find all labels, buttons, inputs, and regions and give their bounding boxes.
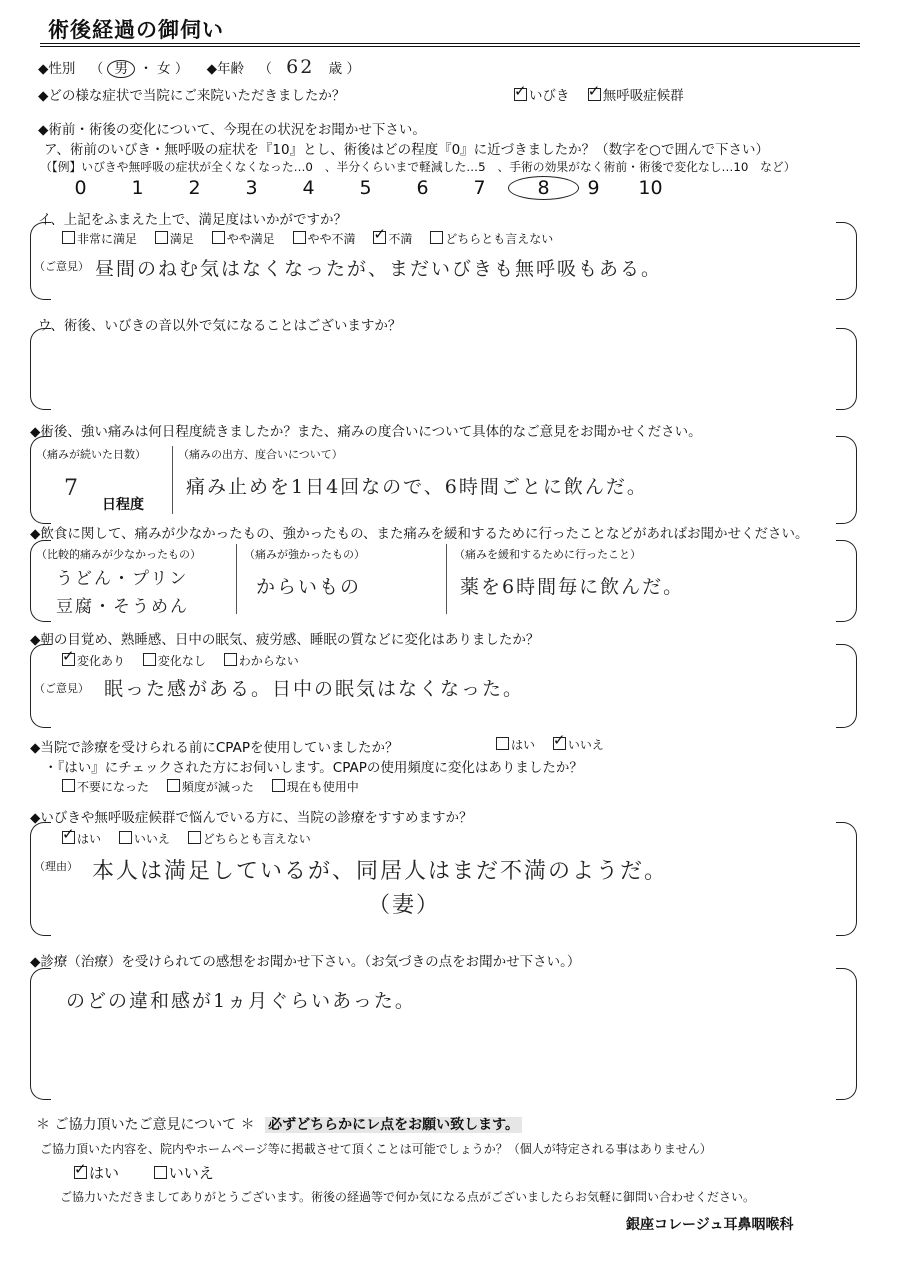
page-title: 術後経過の御伺い — [48, 18, 224, 42]
food-strong[interactable]: からいもの — [256, 576, 362, 598]
option-cpap-yes[interactable]: はい — [496, 738, 535, 752]
option-neither[interactable]: どちらとも言えない — [430, 232, 553, 246]
recommend-reason-line2[interactable]: （妻） — [368, 893, 441, 918]
option-changed[interactable]: ✓変化あり — [62, 654, 125, 668]
footer-note — [36, 1114, 522, 1134]
column-divider — [236, 544, 237, 614]
q-change-a-text: ア、術前のいびき・無呼吸の症状を『10』とし、術後はどの程度『0』に近づきましたか？（数字を○で囲んで下さい） — [44, 142, 769, 158]
option-apnea[interactable]: ✓ 無呼吸症候群 — [588, 88, 684, 104]
bracket-left — [30, 968, 51, 1100]
pain-days-value[interactable]: 7 — [64, 476, 80, 501]
scale-1[interactable]: 1 — [131, 177, 144, 199]
pain-days-label: （痛みが続いた日数） — [36, 448, 146, 461]
checkbox-icon[interactable] — [188, 831, 201, 844]
checkbox-icon[interactable] — [119, 831, 132, 844]
option-permission-yes[interactable]: ✓はい — [74, 1164, 119, 1182]
q-symptom-options — [514, 84, 698, 104]
pain-degree-label: （痛みの出方、度合いについて） — [178, 448, 343, 461]
q-symptom-text: ◆どの様な症状で当院にご来院いただきましたか？ — [38, 88, 346, 104]
checkbox-icon[interactable] — [62, 231, 75, 244]
checkbox-checked-icon[interactable] — [514, 88, 527, 101]
checkbox-checked-icon[interactable] — [553, 737, 566, 750]
scale-5[interactable]: 5 — [359, 177, 372, 199]
morning-opinion[interactable]: 眠った感がある。日中の眠気はなくなった。 — [104, 678, 525, 700]
q-morning-text: ◆朝の目覚め、熟睡感、日中の眠気、疲労感、睡眠の質などに変化はありましたか？ — [30, 632, 540, 648]
cpap-options — [496, 736, 618, 753]
option-no-longer-needed[interactable]: 不要になった — [62, 780, 149, 794]
footer-options — [74, 1162, 228, 1183]
sex-separator: ・ — [139, 61, 153, 77]
opinion-label: （ご意見） — [34, 260, 89, 273]
footer-note-emphasis: 必ずどちらかにレ点をお願い致します。 — [265, 1117, 522, 1133]
opinion-label: （ご意見） — [34, 682, 89, 695]
q-pain-text: ◆術後、強い痛みは何日程度続きましたか？また、痛みの度合いについて具体的なご意見をお聞かせください。 — [30, 424, 702, 440]
option-somewhat-dissatisfied[interactable]: やや不満 — [293, 232, 356, 246]
option-recommend-yes[interactable]: ✓はい — [62, 832, 101, 846]
scale-3[interactable]: 3 — [245, 177, 258, 199]
satisfaction-opinion[interactable]: 昼間のねむ気はなくなったが、まだいびきも無呼吸もある。 — [95, 258, 663, 280]
q-satisfaction-text: イ、上記をふまえた上で、満足度はいかがですか？ — [38, 212, 348, 228]
option-less-frequent[interactable]: 頻度が減った — [167, 780, 254, 794]
scale-2[interactable]: 2 — [188, 177, 201, 199]
age-unit: 歳 — [328, 61, 343, 77]
food-less-line2[interactable]: 豆腐・そうめん — [56, 597, 189, 617]
option-cpap-no[interactable]: ✓ いいえ — [553, 738, 604, 752]
bracket-left — [30, 328, 51, 410]
food-relief-label: （痛みを緩和するために行ったこと） — [454, 548, 641, 561]
sex-label: ◆性別 — [38, 61, 76, 77]
option-very-satisfied[interactable]: 非常に満足 — [62, 232, 137, 246]
checkbox-icon[interactable] — [155, 231, 168, 244]
food-less-label: （比較的痛みが少なかったもの） — [36, 548, 201, 561]
recommend-reason-line1[interactable]: 本人は満足しているが、同居人はまだ不満のようだ。 — [92, 859, 669, 884]
q-cpap-sub-text: ・『はい』にチェックされた方にお伺いします。CPAPの使用頻度に変化はありましたか？ — [44, 760, 583, 776]
scale-10[interactable]: 10 — [638, 177, 663, 199]
food-relief[interactable]: 薬を6時間毎に飲んだ。 — [460, 576, 685, 598]
option-unknown[interactable]: わからない — [224, 654, 299, 668]
option-recommend-no[interactable]: いいえ — [119, 832, 170, 846]
age-value: 62 — [286, 56, 315, 78]
food-strong-label: （痛みが強かったもの） — [244, 548, 365, 561]
pain-degree[interactable]: 痛み止めを1日4回なので、6時間ごとに飲んだ。 — [186, 476, 648, 498]
footer-permission: ご協力頂いた内容を、院内やホームページ等に掲載させて頂くことは可能でしょうか？（個人が特定される事はありません） — [40, 1142, 712, 1156]
bracket-right — [836, 222, 857, 300]
checkbox-icon[interactable] — [62, 779, 75, 792]
checkbox-icon[interactable] — [224, 653, 237, 666]
satisfaction-options — [62, 230, 567, 247]
reason-label: （理由） — [34, 860, 78, 873]
q-food-text: ◆飲食に関して、痛みが少なかったもの、強かったもの、また痛みを緩和するために行ったことなどがあればお聞かせください。 — [30, 526, 809, 542]
sex-close-paren: ） — [174, 61, 189, 77]
footer-note-left: ＊ ご協力頂いたご意見について ＊ — [36, 1117, 255, 1133]
sex-female: 女 — [157, 61, 171, 77]
checkbox-icon[interactable] — [143, 653, 156, 666]
checkbox-icon[interactable] — [154, 1166, 167, 1179]
bracket-right — [836, 436, 857, 524]
option-recommend-neither[interactable]: どちらとも言えない — [188, 832, 311, 846]
scale-9[interactable]: 9 — [587, 177, 600, 199]
q-cpap-text: ◆当院で診療を受けられる前にCPAPを使用していましたか？ — [30, 740, 399, 756]
scale-0[interactable]: 0 — [74, 177, 87, 199]
checkbox-icon[interactable] — [272, 779, 285, 792]
sex-open-paren: （ — [89, 61, 104, 77]
q-recommend-text: ◆いびきや無呼吸症候群で悩んでいる方に、当院の診療をすすめますか？ — [30, 810, 473, 826]
checkbox-checked-icon[interactable] — [373, 231, 386, 244]
option-snoring[interactable]: ✓ いびき — [514, 88, 570, 104]
bracket-left — [30, 822, 51, 936]
checkbox-checked-icon[interactable] — [74, 1166, 87, 1179]
checkbox-icon[interactable] — [167, 779, 180, 792]
title-rule — [40, 43, 860, 47]
q-impression-text: ◆診療（治療）を受けられての感想をお聞かせ下さい。（お気づきの点をお聞かせ下さい。） — [30, 954, 581, 970]
bracket-right — [836, 540, 857, 622]
q-other-text: ウ、術後、いびきの音以外で気になることはございますか？ — [38, 318, 402, 334]
scale-4[interactable]: 4 — [302, 177, 315, 199]
bracket-right — [836, 644, 857, 728]
scale-6[interactable]: 6 — [416, 177, 429, 199]
symptom-scale — [52, 176, 679, 200]
clinic-name: 銀座コレージュ耳鼻咽喉科 — [626, 1217, 794, 1233]
morning-options — [62, 652, 313, 669]
option-satisfied[interactable]: 満足 — [155, 232, 194, 246]
checkbox-checked-icon[interactable] — [62, 831, 75, 844]
bracket-right — [836, 328, 857, 410]
scale-7[interactable]: 7 — [473, 177, 486, 199]
option-dissatisfied[interactable]: ✓ 不満 — [373, 232, 412, 246]
age-label: ◆年齢 — [206, 61, 245, 77]
checkbox-checked-icon[interactable] — [588, 88, 601, 101]
food-less-line1[interactable]: うどん・プリン — [56, 569, 189, 589]
option-no-change[interactable]: 変化なし — [143, 654, 206, 668]
checkbox-checked-icon[interactable] — [62, 653, 75, 666]
sex-male-circled: 男 — [107, 60, 135, 78]
q-change-header: ◆術前・術後の変化について、今現在の状況をお聞かせ下さい。 — [38, 122, 426, 138]
bracket-right — [836, 822, 857, 936]
column-divider — [446, 544, 447, 614]
checkbox-icon[interactable] — [496, 737, 509, 750]
age-open-paren: （ — [258, 61, 272, 77]
recommend-options — [62, 830, 325, 847]
option-somewhat-satisfied[interactable]: やや満足 — [212, 232, 275, 246]
column-divider — [172, 446, 173, 514]
checkbox-icon[interactable] — [430, 231, 443, 244]
q-change-example: （【例】いびきや無呼吸の症状が全くなくなった…0 、半分くらいまで軽減した…5 、手術の効果がなく術前・術後で変化なし…10 など） — [40, 160, 796, 174]
impression-answer[interactable]: のどの違和感が1ヵ月ぐらいあった。 — [66, 990, 416, 1012]
pain-days-unit: 日程度 — [102, 497, 144, 513]
cpap-sub-options — [62, 778, 373, 795]
age-close-paren: ） — [346, 61, 360, 77]
scale-8-selected[interactable]: 8 — [508, 176, 565, 200]
option-permission-no[interactable]: いいえ — [154, 1164, 214, 1182]
bracket-right — [836, 968, 857, 1100]
checkbox-icon[interactable] — [212, 231, 225, 244]
checkbox-icon[interactable] — [293, 231, 306, 244]
footer-thanks: ご協力いただきましてありがとうございます。術後の経過等で何か気になる点がございましたらお気軽に御問い合わせください。 — [60, 1190, 756, 1204]
profile-row — [38, 56, 360, 78]
option-still-using[interactable]: 現在も使用中 — [272, 780, 359, 794]
